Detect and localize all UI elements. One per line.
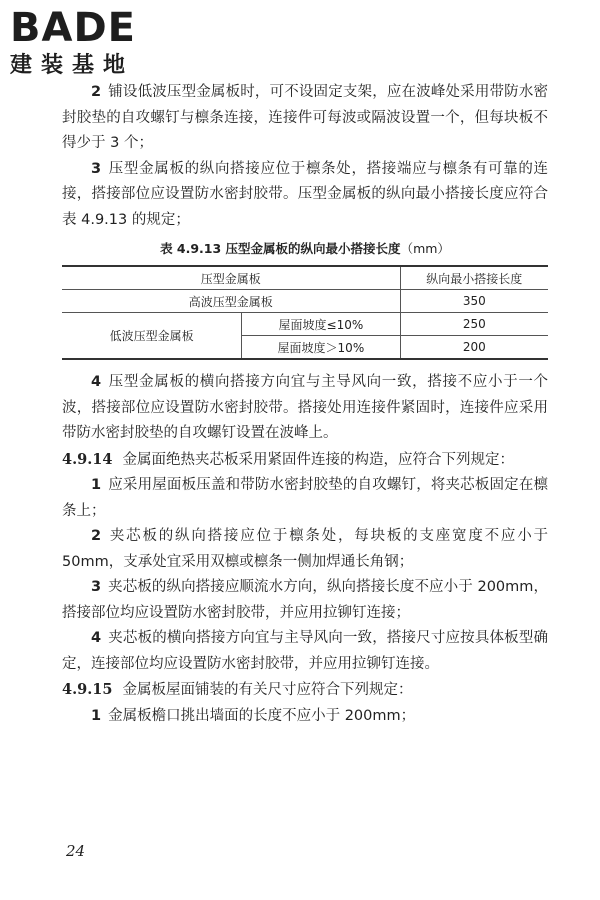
list-item (62, 575, 548, 626)
clause-number: 4.9.14 (62, 450, 113, 468)
item-number: 4 (91, 630, 102, 646)
item-number: 4 (91, 374, 102, 390)
table-header-row (62, 266, 548, 290)
clause-4-9-15 (62, 677, 548, 704)
paragraph-item-2 (62, 80, 548, 157)
cell-slope-le-10-value: 250 (400, 313, 548, 336)
cell-slope-gt-10: 屋面坡度＞10% (242, 336, 400, 360)
clause-number: 4.9.15 (62, 681, 113, 698)
logo-brand: BADE (10, 5, 136, 51)
lap-length-table (62, 265, 548, 360)
item-number: 3 (91, 579, 102, 595)
clause-4-9-14 (62, 447, 548, 474)
bade-logo (10, 6, 180, 86)
cell-slope-gt-10-value: 200 (400, 336, 548, 360)
item-number: 3 (91, 160, 102, 177)
list-item (62, 626, 548, 677)
table-row (62, 313, 548, 336)
table-caption (62, 239, 548, 257)
table-row (62, 290, 548, 313)
item-number: 1 (91, 477, 102, 493)
cell-high-wave-value: 350 (400, 290, 548, 313)
clause-text: 金属面绝热夹芯板采用紧固件连接的构造，应符合下列规定： (122, 451, 514, 468)
list-item (62, 473, 548, 524)
item-text: 夹芯板的纵向搭接应顺流水方向，纵向搭接长度不应小于 200mm，搭接部位均应设置防水密封胶带，并应用拉铆钉连接； (62, 579, 548, 621)
table-caption-title: 表 4.9.13 压型金属板的纵向最小搭接长度 (160, 241, 401, 256)
item-text: 压型金属板的纵向搭接应位于檩条处，搭接端应与檩条有可靠的连接，搭接部位应设置防水密封胶带。压型金属板的纵向最小搭接长度应符合表 4.9.13 的规定； (62, 160, 548, 228)
clause-text: 金属板屋面铺装的有关尺寸应符合下列规定： (122, 682, 413, 698)
item-number: 1 (91, 707, 102, 724)
header-min-lap: 纵向最小搭接长度 (400, 266, 548, 290)
list-item (62, 524, 548, 575)
paragraph-item-4 (62, 370, 548, 447)
item-text: 压型金属板的横向搭接方向宜与主导风向一致，搭接不应小于一个波，搭接部位应设置防水密封胶带。搭接处用连接件紧固时，连接件应采用带防水密封胶垫的自攻螺钉设置在波峰上。 (62, 374, 548, 441)
page-number: 24 (66, 842, 86, 860)
item-number: 2 (91, 84, 102, 100)
header-panel-type: 压型金属板 (62, 266, 400, 290)
logo-subtitle: 建装基地 (10, 53, 135, 78)
cell-high-wave-label: 高波压型金属板 (62, 290, 400, 313)
item-text: 铺设低波压型金属板时，可不设固定支架，应在波峰处采用带防水密封胶垫的自攻螺钉与檩条连接，连接件可每波或隔波设置一个，但每块板不得少于 3 个； (62, 84, 548, 151)
cell-slope-le-10: 屋面坡度≤10% (242, 313, 400, 336)
item-text: 夹芯板的横向搭接方向宜与主导风向一致，搭接尺寸应按具体板型确定，连接部位均应设置防水密封胶带，并应用拉铆钉连接。 (62, 630, 548, 672)
item-number: 2 (91, 528, 102, 544)
table-caption-unit: （mm） (400, 241, 450, 256)
item-text: 应采用屋面板压盖和带防水密封胶垫的自攻螺钉，将夹芯板固定在檩条上； (62, 477, 548, 519)
cell-low-wave-label: 低波压型金属板 (62, 313, 242, 360)
item-text: 金属板檐口挑出墙面的长度不应小于 200mm； (108, 707, 416, 724)
paragraph-item-3 (62, 157, 548, 234)
document-body (62, 80, 548, 729)
list-item (62, 704, 548, 730)
item-text: 夹芯板的纵向搭接应位于檩条处，每块板的支座宽度不应小于 50mm，支承处宜采用双檩或檩条一侧加焊通长角钢； (62, 528, 548, 570)
